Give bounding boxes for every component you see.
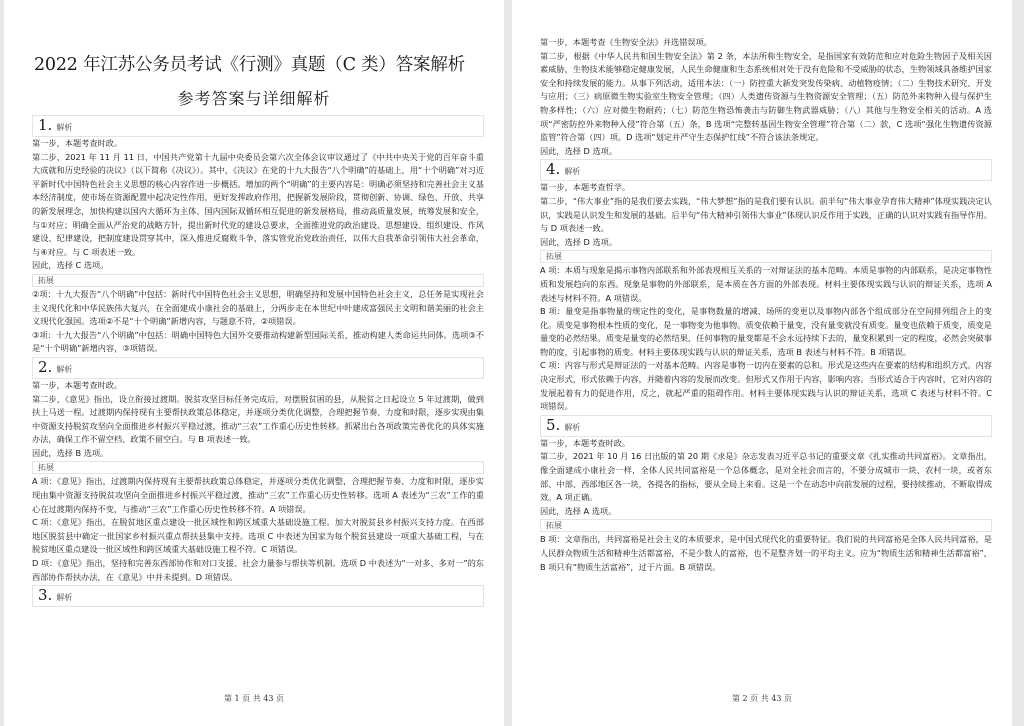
document-page-1 [4, 0, 504, 726]
extension-header: 拓展 [32, 461, 484, 474]
page-1-content [32, 114, 484, 607]
document-page-2 [512, 0, 1012, 726]
analysis-tag: 解析 [564, 167, 581, 177]
paragraph: B 项：文章指出，共同富裕是社会主义的本质要求，是中国式现代化的重要特征。我们说的共同富裕是全体人民共同富裕，是人民群众物质生活和精神生活都富裕，不是少数人的富裕，也不是整齐划一的平均主义。应为“物质生活和精神生活都富裕”，B 项只有“物质生活富裕”，过于片面。B 项错误。 [540, 534, 992, 572]
page-footer: 第 1 页 共 43 页 [224, 694, 284, 703]
paragraph: B 项：量变是指事物量的规定性的变化，是事物数量的增减、场所的变更以及事物内部各个组成部分在空间排列组合上的变化。质变是事物根本性质的变化，是一事物变为他事物。质变依赖于量变，没有量变就没有质变。量变也依赖于质变，质变是量变的必然结果。质变是量变的必然结果，任何事物的量变都是不会永远持续下去的，量变积累到一定的程度，必然会突破事物的度，引起事物的质变。材料主要体现实践与认识的辩证关系，选项 B 表述与材料不符。B 项错误。 [540, 306, 992, 357]
page-2-content [540, 36, 992, 574]
extension-header: 拓展 [540, 250, 992, 263]
document-subtitle: 参考答案与详细解析 [177, 89, 331, 108]
paragraph: 第一步，本题考查时政。 [540, 437, 631, 448]
paragraph: ③项：十九大报告“八个明确”中包括：明确中国特色大国外交要推动构建新型国际关系，推动构建人类命运共同体。选项③不是“十个明确”新增内容，③项错误。 [32, 329, 484, 354]
analysis-tag: 解析 [56, 593, 73, 603]
paragraph: 第二步，“伟大事业”指的是我们要去实践，“伟大梦想”指的是我们要有认识。前半句“伟大事业孕育伟大精神”体现实践决定认识，实践是认识发生和发展的基础。后半句“伟大精神引领伟大事业”体现认识反作用于实践，正确的认识对实践有指导作用。与 D 项表述一致。 [540, 195, 992, 234]
paragraph: 第一步，本题考查时政。 [32, 138, 123, 148]
paragraph: 因此，选择 D 选项。 [540, 145, 618, 156]
paragraph: 第二步，《意见》指出，设立衔接过渡期。脱贫攻坚目标任务完成后，对摆脱贫困的县，从脱贫之日起设立 5 年过渡期，做到扶上马送一程。过渡期内保持现有主要帮扶政策总体稳定，并逐项分类优化调整，合理把握节奏、力度和时限，逐步实现由集中资源支持脱贫攻坚向全面推进乡村振兴平稳过渡，推动“三农”工作重心历史性转移。抓紧出台各项政策完善优化的具体实施办法，确保工作不留空档、政策不留空白。与 B 项表述一致。 [32, 393, 484, 445]
paragraph: 第二步，2021 年 10 月 16 日出版的第 20 期《求是》杂志发表习近平总书记的重要文章《扎实推动共同富裕》。文章指出，像全面建成小康社会一样，全体人民共同富裕是一个总体概念，是对全社会而言的，不要分成城市一块、农村一块，或者东部、中部、西部地区各一块，各提各的指标，要从全局上来看。这是一个在动态中向前发展的过程，要持续推动，不断取得成效。A 项正确。 [540, 451, 992, 503]
paragraph: 第二步，2021 年 11 月 11 日，中国共产党第十九届中央委员会第六次全体会议审议通过了《中共中央关于党的百年奋斗重大成就和历史经验的决议》（以下简称《决议》）。其中，《决议》在党的十九大报告“八个明确”的基础上，用“十个明确”对习近平新时代中国特色社会主义思想的核心内容作进一步概括。增加的两个“明确”的主要内容是：明确必须坚持和完善社会主义基本经济制度，使市场在资源配置中起决定性作用，更好发挥政府作用，把握新发展阶段，贯彻创新、协调、绿色、开放、共享的新发展理念，加快构建以国内大循环为主体、国内国际双循环相互促进的新发展格局，推动高质量发展，统筹发展和安全，与①对应；明确全面从严治党的战略方针，提出新时代党的建设总要求，全面推进党的政治建设、思想建设、组织建设、作风建设、纪律建设，把制度建设贯穿其中，深入推进反腐败斗争，落实管党治党政治责任，以伟大自我革命引领伟大社会革命，与④对应。与 C 项表述一致。 [32, 151, 484, 257]
paragraph: 因此，选择 B 选项。 [32, 447, 109, 458]
question-1-header [32, 115, 484, 137]
analysis-tag: 解析 [564, 422, 581, 432]
analysis-tag: 解析 [56, 364, 73, 374]
paragraph: C 项：内容与形式是辩证法的一对基本范畴。内容是事物一切内在要素的总和。形式是这些内在要素的结构和组织方式。内容决定形式，形式依赖于内容，并随着内容的发展而改变。但形式又作用于内容，影响内容。当形式适合于内容时，它对内容的发展起着有力的促进作用，反之，就起严重的阻碍作用。材料主要体现实践与认识的辩证关系，选项 C 表述与材料不符。C 项错误。 [540, 360, 992, 412]
document-title: 2022 年江苏公务员考试《行测》真题（C 类）答案解析 [34, 55, 465, 75]
paragraph: 因此，选择 D 选项。 [540, 236, 618, 247]
question-number: 2. [38, 357, 53, 376]
analysis-tag: 解析 [56, 123, 73, 132]
extension-header: 拓展 [540, 519, 992, 532]
paragraph: 因此，选择 A 选项。 [540, 505, 617, 516]
paragraph: 第一步，本题考查《生物安全法》并选错误项。 [540, 37, 712, 47]
question-number: 1. [38, 116, 53, 134]
question-2-header [32, 357, 484, 379]
paragraph: C 项：《意见》指出，在脱贫地区重点建设一批区域性和跨区域重大基础设施工程。加大对脱贫县乡村振兴支持力度。在西部地区脱贫县中确定一批国家乡村振兴重点帮扶县集中支持。选项 C 中表述为国家为每个脱贫县建设一项重大基础工程，与在脱贫地区重点建设一批区域性和跨区域重大基础设施工程不符。C 项错误。 [32, 517, 484, 555]
paragraph: ②项：十九大报告“八个明确”中包括：新时代中国特色社会主义思想，明确坚持和发展中国特色社会主义，总任务是实现社会主义现代化和中华民族伟大复兴，在全面建成小康社会的基础上，分两步走在本世纪中叶建成富强民主文明和谐美丽的社会主义现代化强国。选项②不是“十个明确”新增内容，与题意不符，②项错误。 [32, 288, 484, 327]
paragraph: 第二步，根据《中华人民共和国生物安全法》第 2 条，本法所称生物安全，是指国家有效防范和应对危险生物因子及相关因素威胁，生物技术能够稳定健康发展，人民生命健康和生态系统相对处于没有危险和不受威胁的状态，生物领域具备维护国家安全和持续发展的能力。从事下列活动，适用本法：（一）防控重大新发突发传染病、动植物疫情；（二）生物技术研究、开发与应用；（三）病原微生物实验室生物安全管理；（四）人类遗传资源与生物资源安全管理；（五）防范外来物种入侵与保护生物多样性；（六）应对微生物耐药；（七）防范生物恐怖袭击与防御生物武器威胁；（八）其他与生物安全相关的活动。A 选项“严密防控外来物种入侵”符合第（五）条，B 选项“完整转基因生物安全管理”符合第（二）款，C 选项“强化生物遗传资源监管”符合第（四）项。D 选项“划定并严守生态保护红线”不符合该法条规定。 [540, 50, 992, 143]
paragraph: A 项：《意见》指出，过渡期内保持现有主要帮扶政策总体稳定，并逐项分类优化调整，合理把握节奏、力度和时限，逐步实现由集中资源支持脱贫攻坚向全面推进乡村振兴平稳过渡，推动“三农”工作重心历史性转移。选项 A 表述为“三农”工作的重心在过渡期内保持不变，与推动“三农”工作重心历史性转移不符。A 项错误。 [32, 476, 484, 514]
paragraph: A 项：本质与现象是揭示事物内部联系和外部表现相互关系的一对辩证法的基本范畴。本质是事物的内部联系，是决定事物性质和发展趋向的东西。现象是事物的外部联系，是本质在各方面的外部表现。材料主要体现实践与认识的辩证关系，选项 A 表述与材料不符。A 项错误。 [540, 265, 992, 303]
extension-header: 拓展 [32, 274, 484, 287]
question-number: 4. [546, 160, 561, 179]
question-number: 3. [38, 586, 53, 605]
question-4-header [540, 159, 992, 181]
paragraph: 因此，选择 C 选项。 [32, 260, 109, 271]
paragraph: 第一步，本题考查哲学。 [540, 182, 631, 193]
paragraph: 第一步，本题考查时政。 [32, 379, 123, 390]
question-number: 5. [546, 415, 561, 434]
paragraph: D 项：《意见》指出，坚持和完善东西部协作和对口支援、社会力量参与帮扶等机制。选项 D 中表述为“一对多、多对一”的东西部协作帮扶办法，在《意见》中并未提到。D 项错误。 [32, 558, 484, 582]
page-footer: 第 2 页 共 43 页 [732, 694, 792, 703]
question-5-header [540, 415, 992, 437]
question-3-header [32, 585, 484, 607]
